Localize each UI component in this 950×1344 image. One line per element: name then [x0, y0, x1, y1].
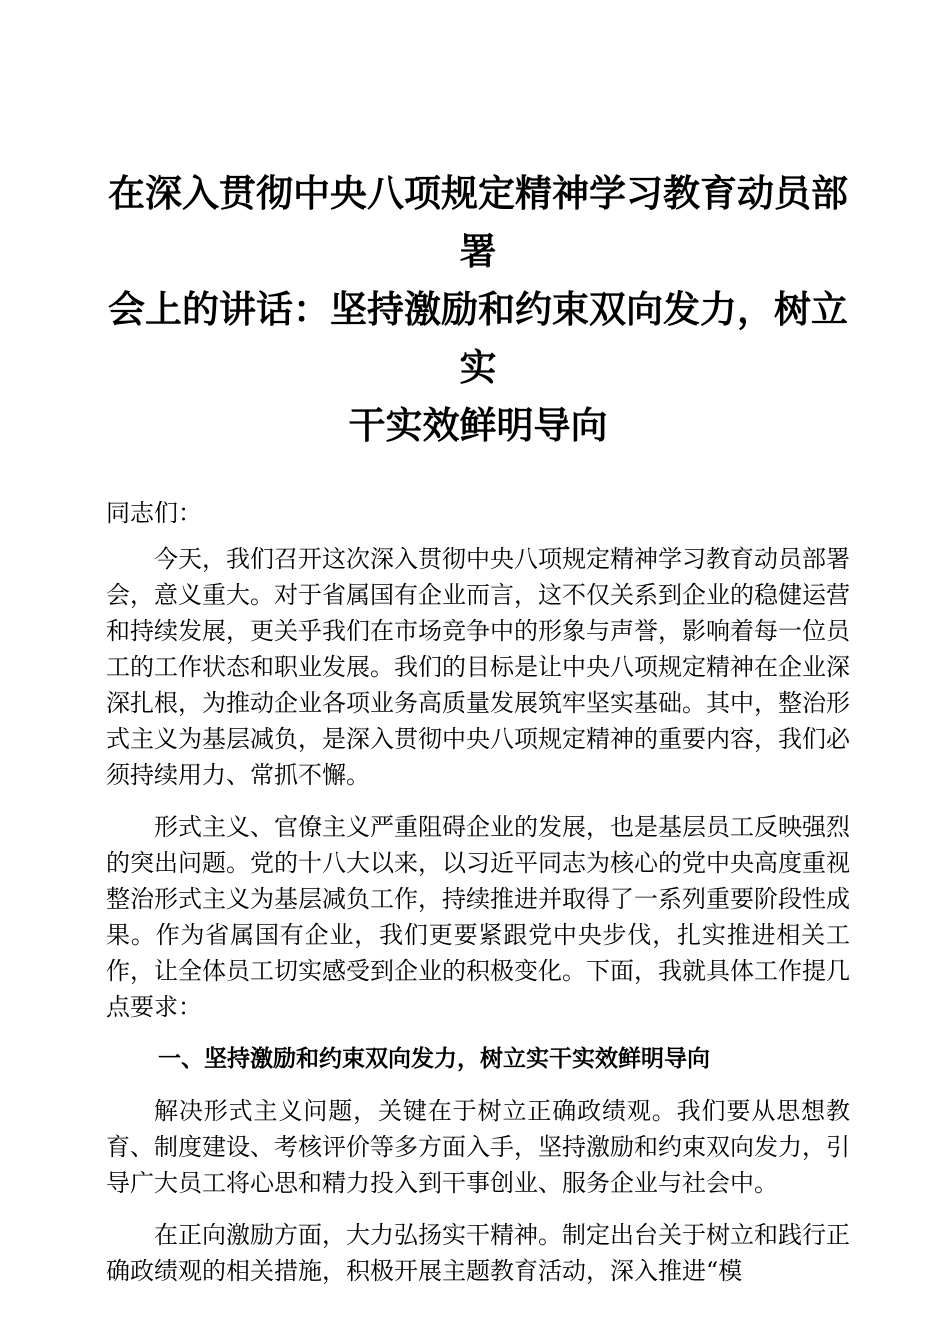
title-line-1: 在深入贯彻中央八项规定精神学习教育动员部署 [108, 172, 848, 273]
document-body [106, 495, 850, 1289]
paragraph-2: 形式主义、官僚主义严重阻碍企业的发展，也是基层员工反映强烈的突出问题。党的十八大以来，以习近平同志为核心的党中央高度重视整治形式主义为基层减负工作，持续推进并取得了一系列重要阶段性成果。作为省属国有企业，我们更要紧跟党中央步伐，扎实推进相关工作，让全体员工切实感受到企业的积极变化。下面，我就具体工作提几点要求： [106, 813, 850, 1021]
section-paragraph-1: 解决形式主义问题，关键在于树立正确政绩观。我们要从思想教育、制度建设、考核评价等多方面入手，坚持激励和约束双向发力，引导广大员工将心思和精力投入到干事创业、服务企业与社会中。 [106, 1097, 850, 1197]
title-line-2: 会上的讲话：坚持激励和约束双向发力，树立实 [108, 288, 848, 389]
section-heading-1: 一、坚持激励和约束双向发力，树立实干实效鲜明导向 [158, 1046, 710, 1072]
document-title [106, 165, 850, 455]
salutation: 同志们： [106, 499, 202, 527]
paragraph-1: 今天，我们召开这次深入贯彻中央八项规定精神学习教育动员部署会，意义重大。对于省属国有企业而言，这不仅关系到企业的稳健运营和持续发展，更关乎我们在市场竞争中的形象与声誉，影响着每一位员工的工作状态和职业发展。我们的目标是让中央八项规定精神在企业深深扎根，为推动企业各项业务高质量发展筑牢坚实基础。其中，整治形式主义为基层减负，是深入贯彻中央八项规定精神的重要内容，我们必须持续用力、常抓不懈。 [106, 545, 850, 789]
title-line-3: 干实效鲜明导向 [348, 404, 608, 447]
section-paragraph-2: 在正向激励方面，大力弘扬实干精神。制定出台关于树立和践行正确政绩观的相关措施，积极开展主题教育活动，深入推进“模 [106, 1221, 850, 1285]
